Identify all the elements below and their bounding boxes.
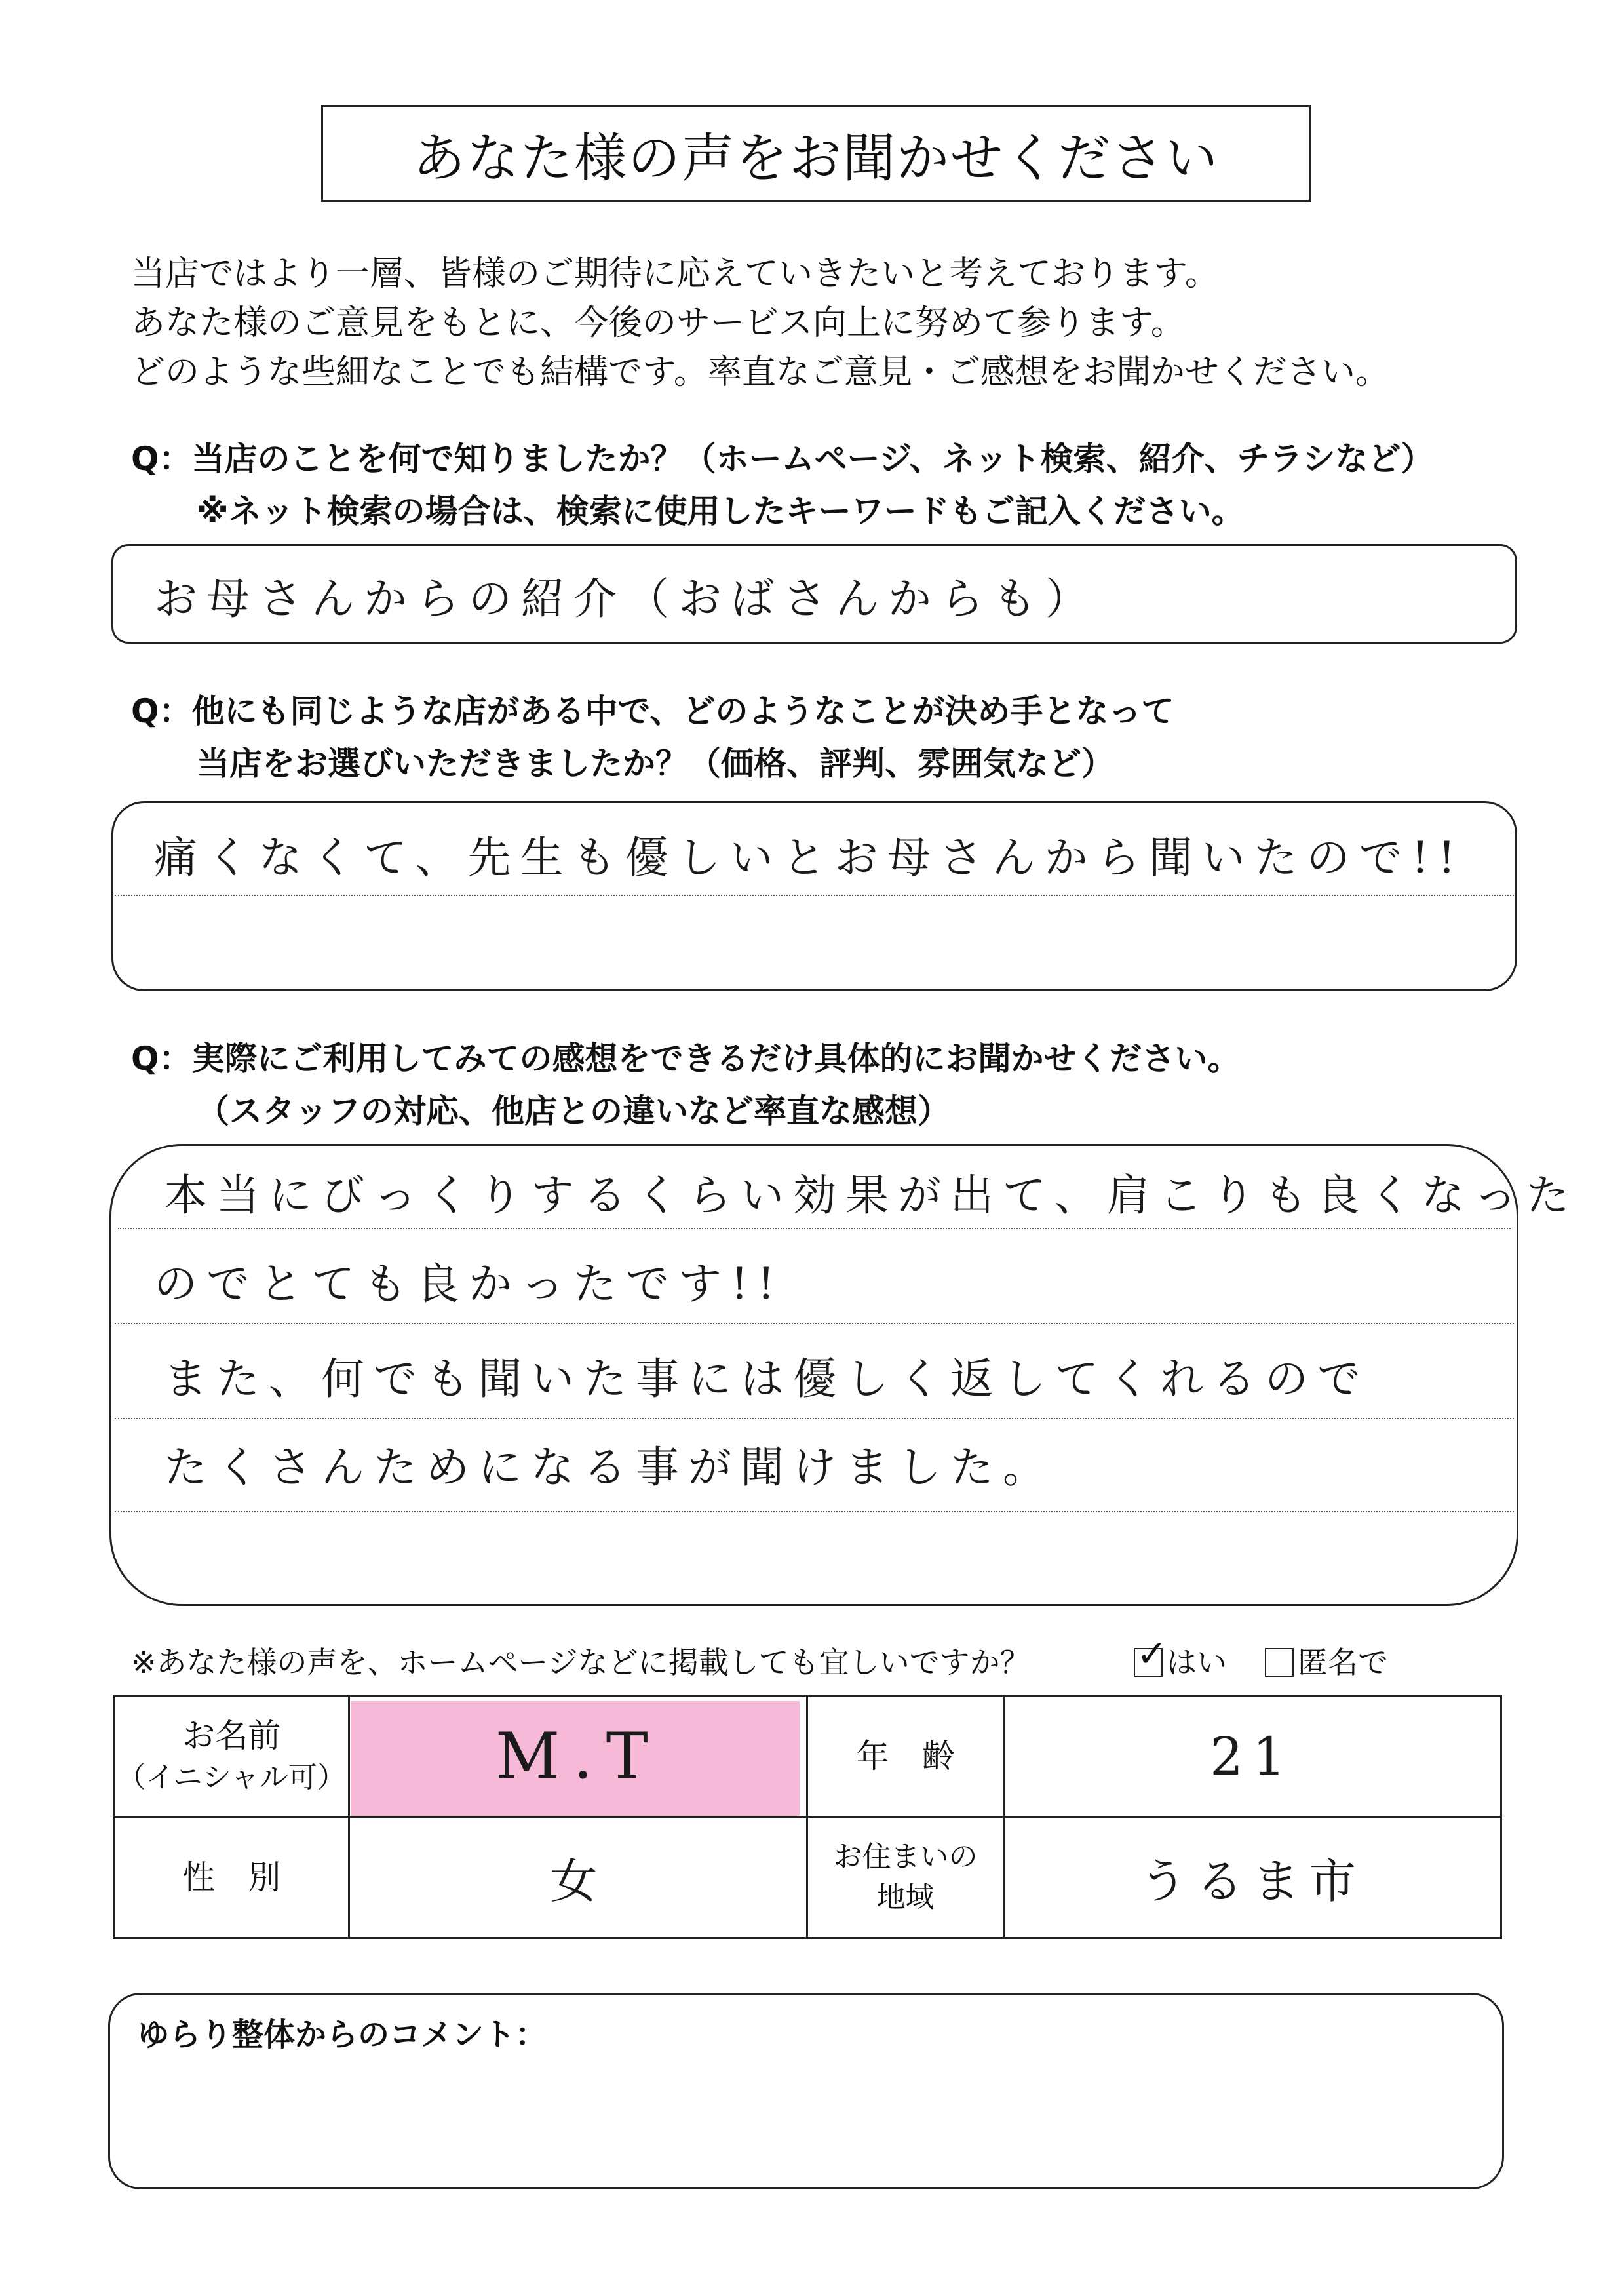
q3-answer-line-4: たくさんためになる事が聞けました。 — [164, 1442, 1055, 1493]
age-label-cell — [807, 1696, 1004, 1817]
q3-ruled-line-1 — [118, 1228, 1511, 1229]
q3-answer-line-3: また、何でも聞いた事には優しく返してくれるので — [164, 1354, 1370, 1404]
name-value: M.T — [495, 1719, 661, 1793]
residence-label-cell — [807, 1817, 1004, 1938]
q3-answer-line-2: のでとても良かったです!! — [154, 1259, 784, 1309]
page-title: あなた様の声をお聞かせください — [321, 105, 1311, 202]
gender-label: 性 別 — [182, 1858, 281, 1896]
q2-ruled-line — [115, 895, 1514, 896]
residence-label: お住まいの — [833, 1840, 978, 1874]
consent-yes-label: はい — [1167, 1645, 1227, 1680]
q3-answer-line-1: 本当にびっくりするくらい効果が出て、肩こりも良くなった — [164, 1170, 1579, 1221]
q3-question-cont: （スタッフの対応、他店との違いなど率直な感想） — [197, 1092, 950, 1130]
consent-question: ※あなた様の声を、ホームページなどに掲載しても宜しいですか？ — [131, 1645, 1030, 1680]
q1-answer-text: お母さんからの紹介（おばさんからも） — [154, 574, 1098, 624]
q1-note: ※ネット検索の場合は、検索に使用したキーワードもご記入ください。 — [197, 492, 1245, 530]
age-value-cell[interactable] — [1003, 1696, 1501, 1817]
info-table — [113, 1695, 1502, 1939]
consent-yes-checkbox[interactable] — [1134, 1633, 1167, 1677]
q1-question: Q：当店のことを何で知りましたか？（ホームページ、ネット検索、紹介、チラシなど） — [131, 440, 1434, 478]
name-label: お名前 — [182, 1716, 281, 1755]
gender-value: 女 — [550, 1854, 607, 1909]
name-label-note: （イニシャル可） — [117, 1760, 346, 1794]
age-value: 21 — [1210, 1725, 1295, 1787]
q3-ruled-line-3 — [115, 1418, 1514, 1419]
name-value-cell[interactable] — [349, 1696, 807, 1817]
check-mark-icon: ✓ — [1136, 1633, 1167, 1676]
residence-value-cell[interactable] — [1003, 1817, 1501, 1938]
residence-label-area: 地域 — [876, 1881, 935, 1914]
age-label: 年 齢 — [856, 1736, 955, 1775]
intro-line-2: あなた様のご意見をもとに、今後のサービス向上に努めて参ります。 — [131, 304, 1185, 343]
consent-anon-label: 匿名で — [1298, 1645, 1388, 1680]
q2-question: Q：他にも同じような店がある中で、どのようなことが決め手となって — [131, 692, 1174, 730]
q3-ruled-line-2 — [115, 1323, 1514, 1324]
q3-question: Q：実際にご利用してみての感想をできるだけ具体的にお聞かせください。 — [131, 1040, 1241, 1078]
gender-label-cell — [114, 1817, 349, 1938]
intro-line-3: どのような些細なことでも結構です。率直なご意見・ご感想をお聞かせください。 — [131, 353, 1389, 392]
q3-ruled-line-4 — [115, 1511, 1514, 1512]
consent-anon-checkbox[interactable] — [1265, 1648, 1294, 1677]
consent-anon-option[interactable] — [1265, 1639, 1388, 1682]
q2-question-cont: 当店をお選びいただきましたか？（価格、評判、雰囲気など） — [197, 745, 1114, 783]
consent-yes-option[interactable] — [1134, 1633, 1227, 1682]
residence-value: うるま市 — [1139, 1854, 1365, 1909]
comment-label: ゆらり整体からのコメント： — [138, 2016, 547, 2053]
intro-line-1: 当店ではより一層、皆様のご期待に応えていきたいと考えております。 — [131, 254, 1219, 294]
name-label-cell — [114, 1696, 349, 1817]
q2-answer-text: 痛くなくて、先生も優しいとお母さんから聞いたので!! — [154, 833, 1465, 883]
gender-value-cell[interactable] — [349, 1817, 807, 1938]
